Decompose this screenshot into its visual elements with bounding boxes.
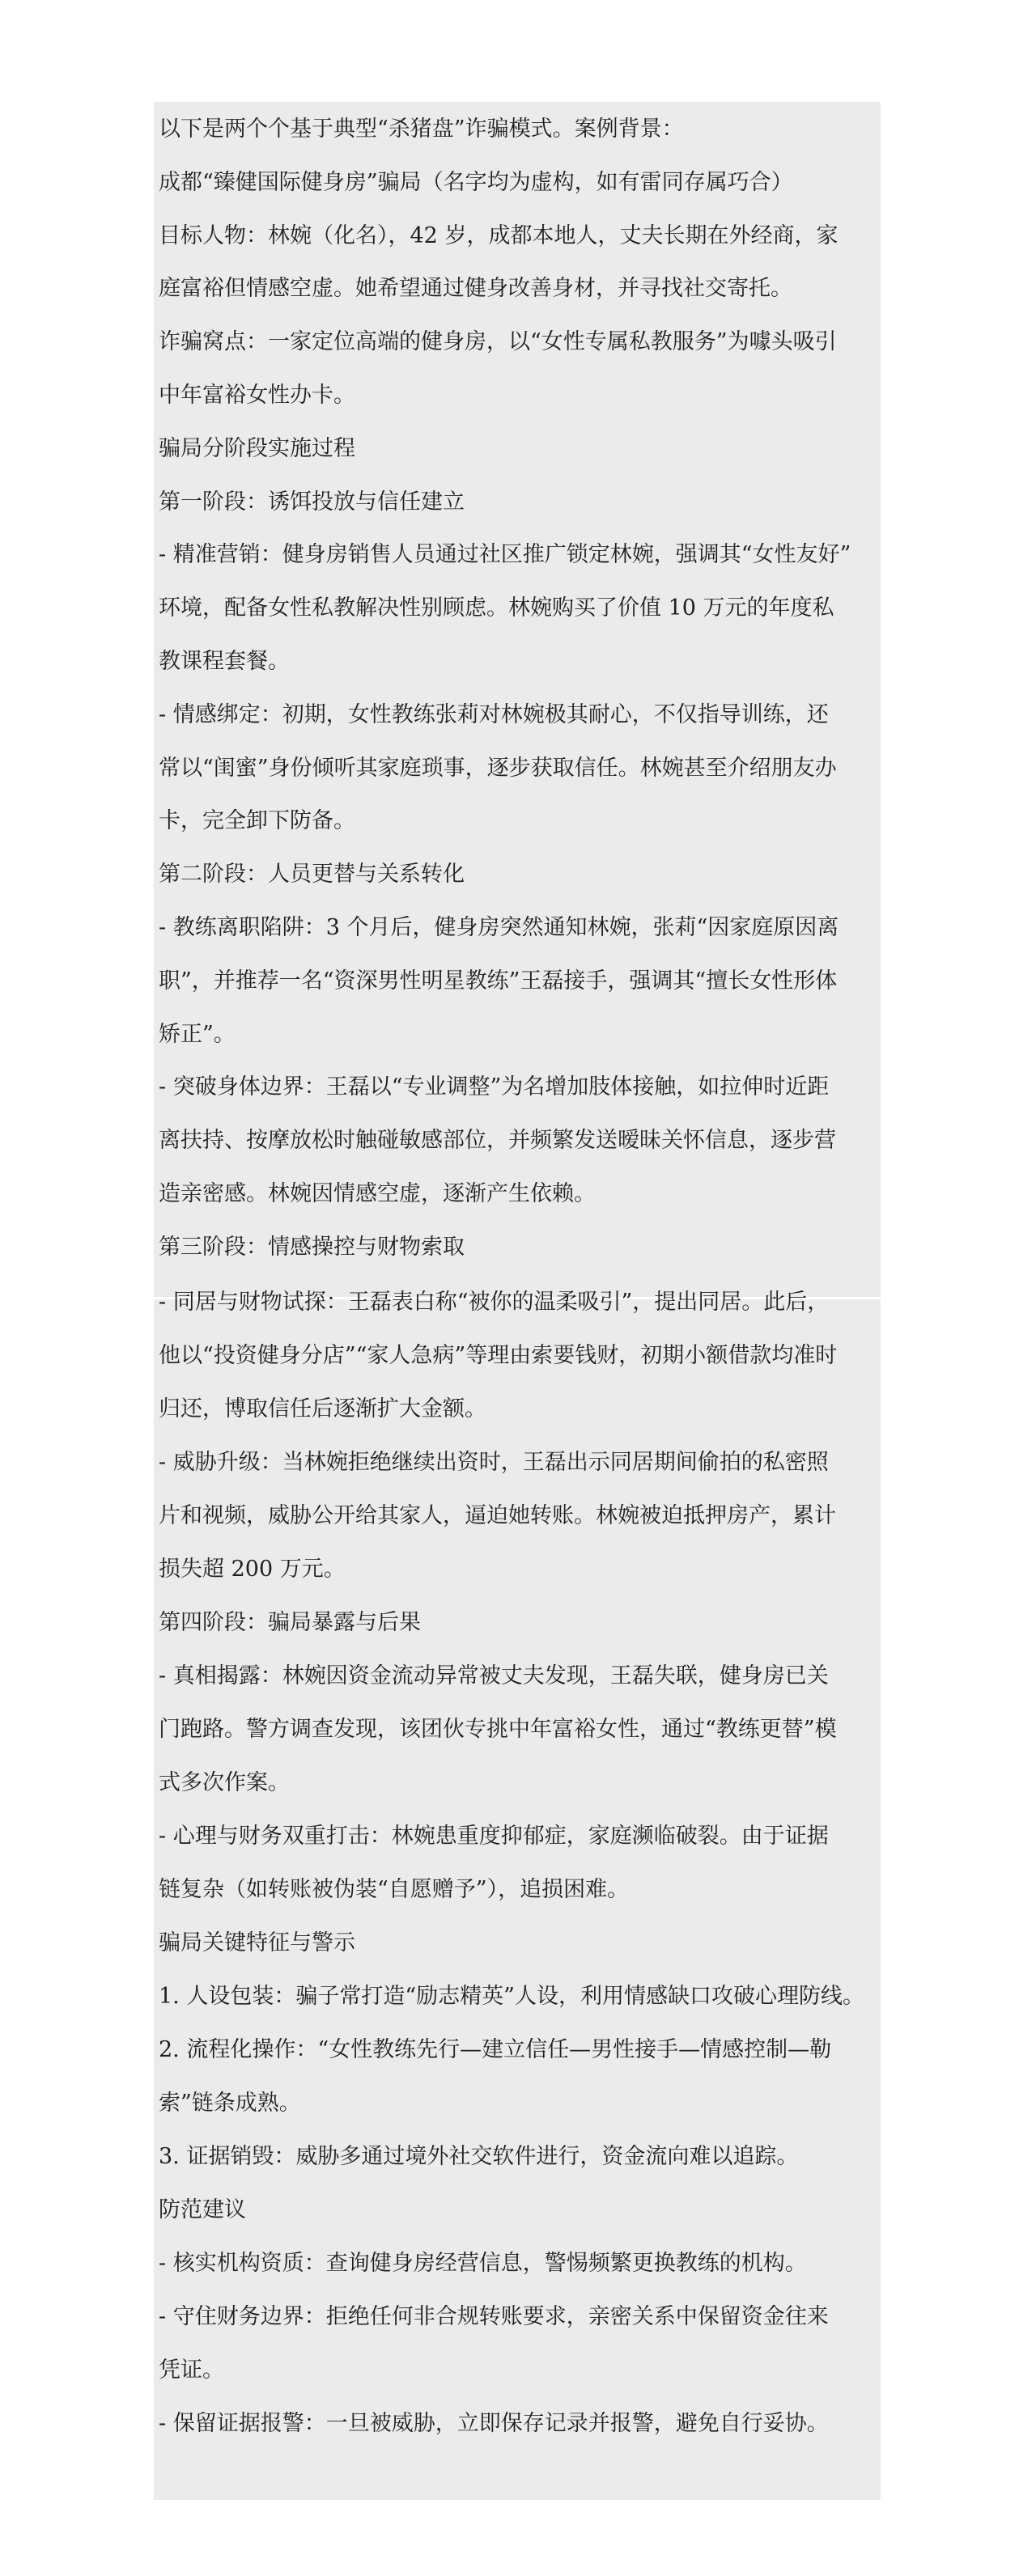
stage-heading: 第二阶段：人员更替与关系转化: [159, 862, 465, 887]
text-line: 职”，并推荐一名“资深男性明星教练”王磊接手，强调其“擅长女性形体: [159, 968, 838, 994]
text-line: 凭证。: [159, 2358, 224, 2383]
text-line: 中年富裕女性办卡。: [159, 383, 355, 408]
text-line: 目标人物：林婉（化名），42 岁，成都本地人，丈夫长期在外经商，家: [159, 223, 839, 248]
text-line: - 核实机构资质：查询健身房经营信息，警惕频繁更换教练的机构。: [159, 2251, 807, 2276]
text-line: 成都“臻健国际健身房”骗局（名字均为虚构，如有雷同存属巧合）: [159, 170, 793, 195]
text-line: 常以“闺蜜”身份倾听其家庭琐事，逐步获取信任。林婉甚至介绍朋友办: [159, 756, 837, 781]
text-line: 式多次作案。: [159, 1770, 290, 1795]
text-line: 门跑路。警方调查发现，该团伙专挑中年富裕女性，通过“教练更替”模: [159, 1717, 837, 1742]
text-line: - 心理与财务双重打击：林婉患重度抑郁症，家庭濒临破裂。由于证据: [159, 1824, 829, 1849]
text-line: - 突破身体边界：王磊以“专业调整”为名增加肢体接触，如拉伸时近距: [159, 1074, 830, 1099]
text-line: - 同居与财物试探：王磊表白称“被你的温柔吸引”，提出同居。此后，: [159, 1290, 830, 1315]
text-line: - 守住财务边界：拒绝任何非合规转账要求，亲密关系中保留资金往来: [159, 2304, 829, 2329]
section-heading: 骗局分阶段实施过程: [159, 436, 355, 461]
stage-heading: 第一阶段：诱饵投放与信任建立: [159, 489, 465, 515]
stage-heading: 第四阶段：骗局暴露与后果: [159, 1610, 421, 1635]
section-heading: 防范建议: [159, 2197, 246, 2222]
text-line: - 威胁升级：当林婉拒绝继续出资时，王磊出示同居期间偷拍的私密照: [159, 1450, 829, 1475]
text-line: - 教练离职陷阱：3 个月后，健身房突然通知林婉，张莉“因家庭原因离: [159, 915, 839, 940]
section-heading: 骗局关键特征与警示: [159, 1930, 355, 1955]
text-line: 他以“投资健身分店”“家人急病”等理由索要钱财，初期小额借款均准时: [159, 1343, 838, 1368]
text-line: - 真相揭露：林婉因资金流动异常被丈夫发现，王磊失联，健身房已关: [159, 1663, 829, 1688]
text-line: 以下是两个个基于典型“杀猪盘”诈骗模式。案例背景：: [159, 117, 684, 142]
text-line: 片和视频，威胁公开给其家人，逼迫她转账。林婉被迫抵押房产，累计: [159, 1503, 836, 1528]
text-line: - 情感绑定：初期，女性教练张莉对林婉极其耐心，不仅指导训练，还: [159, 702, 829, 727]
text-line: 2. 流程化操作：“女性教练先行—建立信任—男性接手—情感控制—勒: [159, 2037, 832, 2062]
text-line: 损失超 200 万元。: [159, 1557, 346, 1582]
text-line: 教课程套餐。: [159, 649, 290, 674]
text-line: 归还，博取信任后逐渐扩大金额。: [159, 1396, 486, 1421]
text-line: 1. 人设包装：骗子常打造“励志精英”人设，利用情感缺口攻破心理防线。: [159, 1984, 864, 2009]
text-line: 环境，配备女性私教解决性别顾虑。林婉购买了价值 10 万元的年度私: [159, 595, 834, 621]
text-line: - 精准营销：健身房销售人员通过社区推广锁定林婉，强调其“女性友好”: [159, 542, 851, 567]
text-line: - 保留证据报警：一旦被威胁，立即保存记录并报警，避免自行妥协。: [159, 2411, 829, 2436]
text-line: 诈骗窝点：一家定位高端的健身房，以“女性专属私教服务”为噱头吸引: [159, 329, 837, 354]
text-line: 造亲密感。林婉因情感空虚，逐渐产生依赖。: [159, 1181, 596, 1206]
text-line: 卡，完全卸下防备。: [159, 808, 355, 833]
text-line: 离扶持、按摩放松时触碰敏感部位，并频繁发送暧昧关怀信息，逐步营: [159, 1128, 836, 1153]
text-line: 链复杂（如转账被伪装“自愿赠予”），追损困难。: [159, 1877, 630, 1902]
text-line: 庭富裕但情感空虚。她希望通过健身改善身材，并寻找社交寄托。: [159, 276, 792, 301]
text-line: 索”链条成熟。: [159, 2091, 301, 2116]
text-line: 矫正”。: [159, 1022, 236, 1047]
stage-heading: 第三阶段：情感操控与财物索取: [159, 1235, 465, 1260]
text-line: 3. 证据销毁：威胁多通过境外社交软件进行，资金流向难以追踪。: [159, 2144, 799, 2169]
